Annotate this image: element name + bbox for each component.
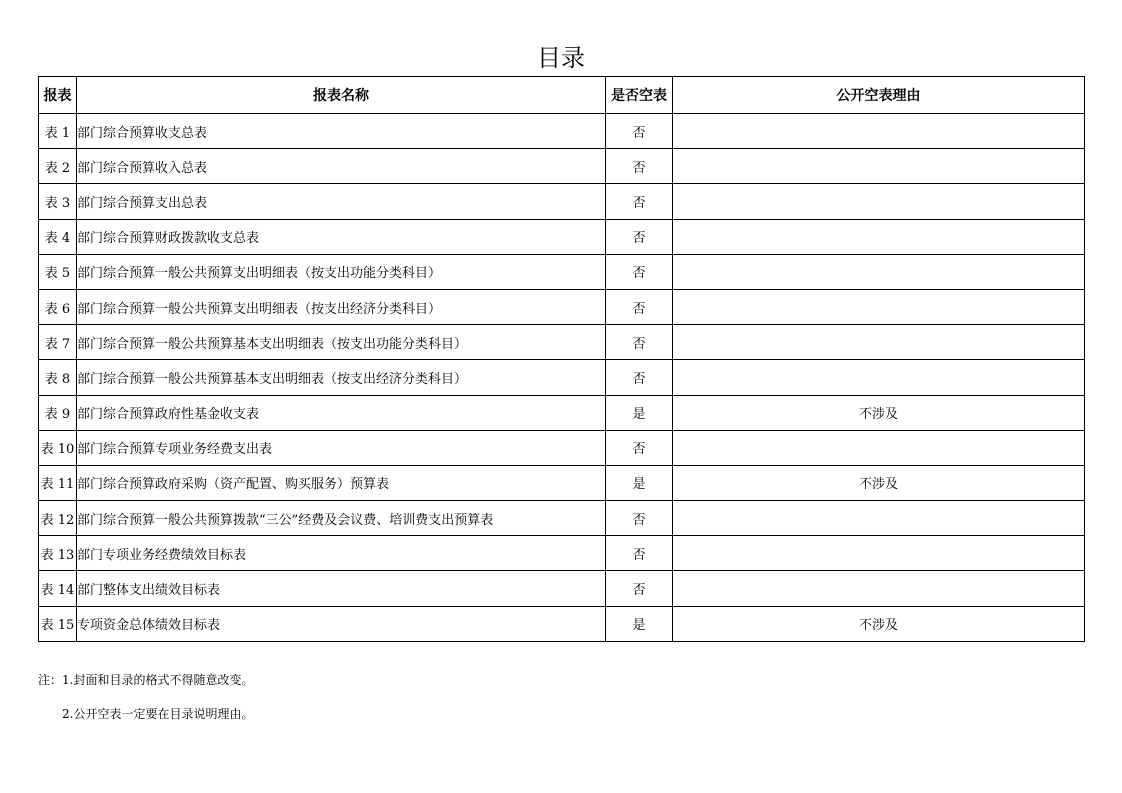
is-empty-value: 否: [606, 325, 673, 360]
report-number: 表 8: [39, 360, 77, 395]
header-is-empty: 是否空表: [606, 77, 673, 114]
report-number: 表 11: [39, 465, 77, 500]
is-empty-value: 否: [606, 114, 673, 149]
report-name: 部门综合预算一般公共预算拨款“三公”经费及会议费、培训费支出预算表: [77, 501, 606, 536]
report-number: 表 10: [39, 430, 77, 465]
report-number: 表 3: [39, 184, 77, 219]
is-empty-value: 否: [606, 149, 673, 184]
report-name: 部门综合预算收入总表: [77, 149, 606, 184]
is-empty-value: 否: [606, 254, 673, 289]
table-row: [39, 114, 1085, 149]
report-number: 表 9: [39, 395, 77, 430]
report-name: 部门综合预算一般公共预算基本支出明细表（按支出经济分类科目）: [77, 360, 606, 395]
table-row: [39, 289, 1085, 324]
table-row: [39, 219, 1085, 254]
header-report-name: 报表名称: [77, 77, 606, 114]
table-header-row: [39, 77, 1085, 114]
is-empty-value: 否: [606, 536, 673, 571]
page-title: 目录: [537, 44, 585, 72]
is-empty-value: 是: [606, 606, 673, 641]
report-name: 部门专项业务经费绩效目标表: [77, 536, 606, 571]
is-empty-value: 是: [606, 395, 673, 430]
report-number: 表 5: [39, 254, 77, 289]
empty-reason: [673, 219, 1085, 254]
table-row: [39, 184, 1085, 219]
report-name: 部门综合预算收支总表: [77, 114, 606, 149]
empty-reason: [673, 536, 1085, 571]
table-row: [39, 325, 1085, 360]
empty-reason: [673, 501, 1085, 536]
table-row: [39, 254, 1085, 289]
empty-reason: [673, 430, 1085, 465]
note-line-1: 注：1.封面和目录的格式不得随意改变。: [38, 673, 254, 687]
empty-reason: [673, 325, 1085, 360]
report-number: 表 14: [39, 571, 77, 606]
table-row: [39, 430, 1085, 465]
report-name: 专项资金总体绩效目标表: [77, 606, 606, 641]
empty-reason: [673, 184, 1085, 219]
empty-reason: [673, 571, 1085, 606]
report-number: 表 15: [39, 606, 77, 641]
report-number: 表 2: [39, 149, 77, 184]
empty-reason: [673, 289, 1085, 324]
table-row: [39, 360, 1085, 395]
report-name: 部门综合预算政府采购（资产配置、购买服务）预算表: [77, 465, 606, 500]
report-name: 部门综合预算支出总表: [77, 184, 606, 219]
report-name: 部门综合预算一般公共预算支出明细表（按支出功能分类科目）: [77, 254, 606, 289]
is-empty-value: 否: [606, 571, 673, 606]
table-row: [39, 571, 1085, 606]
header-report-number: 报表: [39, 77, 77, 114]
report-name: 部门综合预算专项业务经费支出表: [77, 430, 606, 465]
report-number: 表 7: [39, 325, 77, 360]
report-name: 部门综合预算一般公共预算基本支出明细表（按支出功能分类科目）: [77, 325, 606, 360]
table-row: [39, 501, 1085, 536]
report-number: 表 6: [39, 289, 77, 324]
report-name: 部门综合预算一般公共预算支出明细表（按支出经济分类科目）: [77, 289, 606, 324]
empty-reason: 不涉及: [673, 395, 1085, 430]
report-number: 表 4: [39, 219, 77, 254]
empty-reason: 不涉及: [673, 465, 1085, 500]
table-row: [39, 536, 1085, 571]
report-number: 表 1: [39, 114, 77, 149]
report-name: 部门综合预算财政拨款收支总表: [77, 219, 606, 254]
is-empty-value: 否: [606, 184, 673, 219]
header-empty-reason: 公开空表理由: [673, 77, 1085, 114]
report-name: 部门整体支出绩效目标表: [77, 571, 606, 606]
is-empty-value: 是: [606, 465, 673, 500]
empty-reason: [673, 149, 1085, 184]
empty-reason: [673, 114, 1085, 149]
is-empty-value: 否: [606, 289, 673, 324]
empty-reason: 不涉及: [673, 606, 1085, 641]
report-number: 表 13: [39, 536, 77, 571]
empty-reason: [673, 254, 1085, 289]
notes-section: [38, 670, 1078, 724]
is-empty-value: 否: [606, 360, 673, 395]
is-empty-value: 否: [606, 219, 673, 254]
is-empty-value: 否: [606, 430, 673, 465]
table-row: [39, 606, 1085, 641]
note-line-2: 2.公开空表一定要在目录说明理由。: [62, 707, 254, 721]
table-row: [39, 395, 1085, 430]
report-number: 表 12: [39, 501, 77, 536]
table-row: [39, 149, 1085, 184]
table-row: [39, 465, 1085, 500]
report-name: 部门综合预算政府性基金收支表: [77, 395, 606, 430]
is-empty-value: 否: [606, 501, 673, 536]
toc-table: [38, 76, 1085, 642]
empty-reason: [673, 360, 1085, 395]
